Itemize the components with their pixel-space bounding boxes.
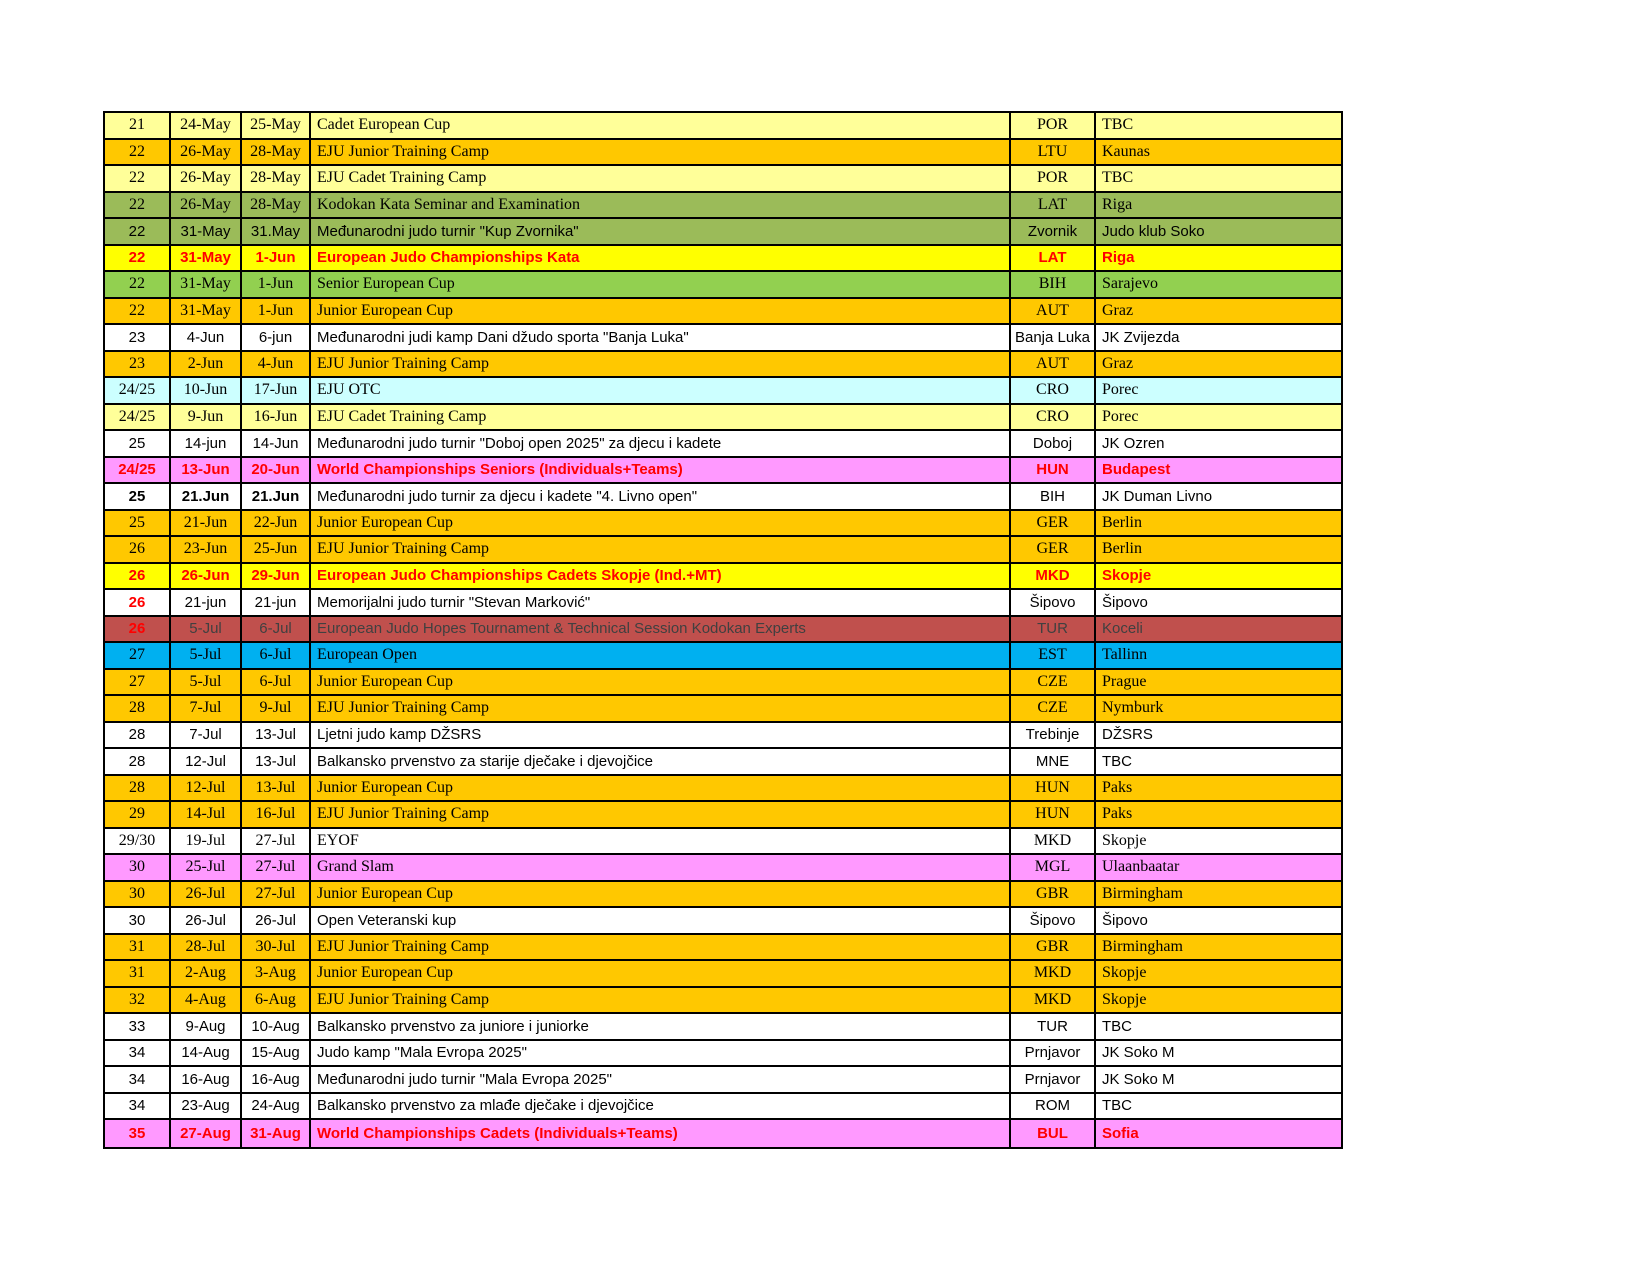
start-cell: 19-Jul: [171, 829, 242, 854]
table-row: [105, 352, 1341, 379]
country-cell: HUN: [1011, 776, 1096, 801]
country-cell: Banja Luka: [1011, 325, 1096, 350]
event-cell: Memorijalni judo turnir "Stevan Marković": [311, 590, 1011, 615]
end-cell: 28-May: [242, 140, 311, 165]
city-cell: Budapest: [1102, 461, 1171, 479]
city-cell: TBC: [1102, 752, 1132, 770]
start-cell: 12-Jul: [171, 776, 242, 801]
end-cell: 13-Jul: [242, 723, 311, 748]
city-cell: Birmingham: [1102, 937, 1183, 955]
end-cell: 1-Jun: [242, 246, 311, 271]
end-cell: 1-Jun: [242, 299, 311, 324]
country-cell: AUT: [1011, 352, 1096, 377]
start-cell: 21-jun: [171, 590, 242, 615]
country-cell: POR: [1011, 113, 1096, 138]
table-row: [105, 617, 1341, 644]
event-cell: Junior European Cup: [311, 961, 1011, 986]
country-cell: ROM: [1011, 1094, 1096, 1119]
city-cell: Skopje: [1102, 567, 1152, 585]
country-cell: Trebinje: [1011, 723, 1096, 748]
table-row: [105, 802, 1341, 829]
event-cell: Balkansko prvenstvo za mlađe dječake i djevojčice: [311, 1094, 1011, 1119]
city-cell: TBC: [1102, 1097, 1132, 1115]
event-cell: Senior European Cup: [311, 272, 1011, 297]
city-cell: Prague: [1102, 672, 1147, 690]
end-cell: 22-Jun: [242, 511, 311, 536]
start-cell: 14-Aug: [171, 1041, 242, 1066]
end-cell: 25-May: [242, 113, 311, 138]
city-cell: Kaunas: [1102, 142, 1150, 160]
event-cell: Međunarodni judo turnir "Mala Evropa 2025": [311, 1067, 1011, 1092]
table-row: [105, 484, 1341, 511]
country-cell: CZE: [1011, 696, 1096, 721]
event-cell: Kodokan Kata Seminar and Examination: [311, 193, 1011, 218]
start-cell: 26-May: [171, 193, 242, 218]
calendar-table: [103, 111, 1343, 1149]
end-cell: 28-May: [242, 193, 311, 218]
end-cell: 6-Jul: [242, 670, 311, 695]
table-row: [105, 855, 1341, 882]
end-cell: 24-Aug: [242, 1094, 311, 1119]
event-cell: Junior European Cup: [311, 511, 1011, 536]
start-cell: 4-Jun: [171, 325, 242, 350]
city-cell: Graz: [1102, 301, 1134, 319]
start-cell: 24-May: [171, 113, 242, 138]
table-row: [105, 723, 1341, 750]
week-cell: 27: [105, 643, 171, 668]
event-cell: EJU Junior Training Camp: [311, 935, 1011, 960]
city-cell: Skopje: [1102, 831, 1147, 849]
end-cell: 27-Jul: [242, 882, 311, 907]
city-cell: Porec: [1102, 407, 1139, 425]
week-cell: 22: [105, 140, 171, 165]
end-cell: 6-Aug: [242, 988, 311, 1013]
end-cell: 25-Jun: [242, 537, 311, 562]
country-cell: MKD: [1011, 961, 1096, 986]
event-cell: EJU Junior Training Camp: [311, 537, 1011, 562]
country-cell: CRO: [1011, 378, 1096, 403]
table-row: [105, 961, 1341, 988]
table-row: [105, 776, 1341, 803]
event-cell: World Championships Seniors (Individuals+Teams): [311, 458, 1011, 483]
country-cell: Šipovo: [1011, 590, 1096, 615]
end-cell: 29-Jun: [242, 564, 311, 589]
start-cell: 26-May: [171, 166, 242, 191]
week-cell: 29/30: [105, 829, 171, 854]
event-cell: Međunarodni judo turnir za djecu i kadete "4. Livno open": [311, 484, 1011, 509]
event-cell: European Judo Championships Cadets Skopje (Ind.+MT): [311, 564, 1011, 589]
week-cell: 34: [105, 1041, 171, 1066]
city-cell: Sarajevo: [1102, 275, 1158, 293]
country-cell: MNE: [1011, 749, 1096, 774]
start-cell: 9-Jun: [171, 405, 242, 430]
end-cell: 31-Aug: [242, 1120, 311, 1147]
table-row: [105, 1041, 1341, 1068]
country-cell: Zvornik: [1011, 219, 1096, 244]
end-cell: 16-Jun: [242, 405, 311, 430]
event-cell: European Open: [311, 643, 1011, 668]
week-cell: 30: [105, 882, 171, 907]
week-cell: 26: [105, 617, 171, 642]
week-cell: 23: [105, 325, 171, 350]
city-cell: Riga: [1102, 249, 1135, 267]
end-cell: 20-Jun: [242, 458, 311, 483]
week-cell: 28: [105, 723, 171, 748]
table-row: [105, 193, 1341, 220]
event-cell: EYOF: [311, 829, 1011, 854]
week-cell: 27: [105, 670, 171, 695]
country-cell: LAT: [1011, 193, 1096, 218]
table-row: [105, 378, 1341, 405]
end-cell: 16-Jul: [242, 802, 311, 827]
event-cell: EJU Cadet Training Camp: [311, 405, 1011, 430]
event-cell: Ljetni judo kamp DŽSRS: [311, 723, 1011, 748]
event-cell: EJU Junior Training Camp: [311, 802, 1011, 827]
event-cell: World Championships Cadets (Individuals+Teams): [311, 1120, 1011, 1147]
event-cell: Junior European Cup: [311, 670, 1011, 695]
week-cell: 24/25: [105, 405, 171, 430]
end-cell: 13-Jul: [242, 776, 311, 801]
week-cell: 22: [105, 272, 171, 297]
week-cell: 22: [105, 299, 171, 324]
end-cell: 27-Jul: [242, 829, 311, 854]
start-cell: 26-Jul: [171, 882, 242, 907]
table-row: [105, 1067, 1341, 1094]
city-cell: JK Soko M: [1102, 1044, 1175, 1062]
event-cell: EJU Cadet Training Camp: [311, 166, 1011, 191]
end-cell: 9-Jul: [242, 696, 311, 721]
table-row: [105, 1120, 1341, 1147]
start-cell: 21-Jun: [171, 511, 242, 536]
table-row: [105, 219, 1341, 246]
start-cell: 26-Jul: [171, 908, 242, 933]
table-row: [105, 882, 1341, 909]
end-cell: 21-jun: [242, 590, 311, 615]
start-cell: 10-Jun: [171, 378, 242, 403]
start-cell: 31-May: [171, 272, 242, 297]
country-cell: MGL: [1011, 855, 1096, 880]
event-cell: Balkansko prvenstvo za juniore i juniorke: [311, 1014, 1011, 1039]
country-cell: GBR: [1011, 935, 1096, 960]
country-cell: MKD: [1011, 988, 1096, 1013]
table-row: [105, 166, 1341, 193]
end-cell: 6-Jul: [242, 643, 311, 668]
city-cell: DŽSRS: [1102, 726, 1153, 744]
event-cell: Međunarodni judi kamp Dani džudo sporta "Banja Luka": [311, 325, 1011, 350]
week-cell: 22: [105, 219, 171, 244]
country-cell: Doboj: [1011, 431, 1096, 456]
start-cell: 23-Aug: [171, 1094, 242, 1119]
start-cell: 23-Jun: [171, 537, 242, 562]
city-cell: JK Zvijezda: [1102, 328, 1180, 346]
end-cell: 17-Jun: [242, 378, 311, 403]
end-cell: 15-Aug: [242, 1041, 311, 1066]
city-cell: Berlin: [1102, 513, 1142, 531]
city-cell: Skopje: [1102, 964, 1147, 982]
week-cell: 30: [105, 855, 171, 880]
end-cell: 26-Jul: [242, 908, 311, 933]
city-cell: Paks: [1102, 805, 1133, 823]
city-cell: Porec: [1102, 381, 1139, 399]
city-cell: Riga: [1102, 195, 1133, 213]
start-cell: 31-May: [171, 246, 242, 271]
week-cell: 25: [105, 511, 171, 536]
start-cell: 4-Aug: [171, 988, 242, 1013]
start-cell: 25-Jul: [171, 855, 242, 880]
table-row: [105, 696, 1341, 723]
start-cell: 14-jun: [171, 431, 242, 456]
week-cell: 31: [105, 961, 171, 986]
week-cell: 26: [105, 564, 171, 589]
country-cell: CZE: [1011, 670, 1096, 695]
table-row: [105, 670, 1341, 697]
table-row: [105, 299, 1341, 326]
event-cell: Junior European Cup: [311, 299, 1011, 324]
country-cell: CRO: [1011, 405, 1096, 430]
event-cell: Junior European Cup: [311, 776, 1011, 801]
table-row: [105, 140, 1341, 167]
city-cell: Šipovo: [1102, 593, 1148, 611]
country-cell: AUT: [1011, 299, 1096, 324]
start-cell: 5-Jul: [171, 670, 242, 695]
country-cell: HUN: [1011, 802, 1096, 827]
table-row: [105, 988, 1341, 1015]
city-cell: JK Ozren: [1102, 434, 1165, 452]
end-cell: 4-Jun: [242, 352, 311, 377]
week-cell: 28: [105, 776, 171, 801]
country-cell: Prnjavor: [1011, 1041, 1096, 1066]
country-cell: LTU: [1011, 140, 1096, 165]
start-cell: 2-Aug: [171, 961, 242, 986]
start-cell: 31-May: [171, 299, 242, 324]
country-cell: Šipovo: [1011, 908, 1096, 933]
end-cell: 14-Jun: [242, 431, 311, 456]
country-cell: MKD: [1011, 829, 1096, 854]
event-cell: Grand Slam: [311, 855, 1011, 880]
table-row: [105, 113, 1341, 140]
week-cell: 26: [105, 537, 171, 562]
week-cell: 25: [105, 431, 171, 456]
city-cell: Graz: [1102, 354, 1134, 372]
end-cell: 28-May: [242, 166, 311, 191]
end-cell: 31.May: [242, 219, 311, 244]
week-cell: 33: [105, 1014, 171, 1039]
country-cell: BIH: [1011, 484, 1096, 509]
week-cell: 34: [105, 1067, 171, 1092]
week-cell: 30: [105, 908, 171, 933]
country-cell: GBR: [1011, 882, 1096, 907]
start-cell: 31-May: [171, 219, 242, 244]
start-cell: 21.Jun: [171, 484, 242, 509]
week-cell: 29: [105, 802, 171, 827]
country-cell: BUL: [1011, 1120, 1096, 1147]
event-cell: Balkansko prvenstvo za starije dječake i djevojčice: [311, 749, 1011, 774]
table-row: [105, 1014, 1341, 1041]
week-cell: 25: [105, 484, 171, 509]
table-row: [105, 908, 1341, 935]
week-cell: 22: [105, 166, 171, 191]
city-cell: Sofia: [1102, 1124, 1139, 1142]
city-cell: Šipovo: [1102, 911, 1148, 929]
end-cell: 13-Jul: [242, 749, 311, 774]
city-cell: Nymburk: [1102, 699, 1164, 717]
city-cell: Koceli: [1102, 620, 1143, 638]
start-cell: 9-Aug: [171, 1014, 242, 1039]
table-row: [105, 749, 1341, 776]
city-cell: Paks: [1102, 778, 1133, 796]
city-cell: JK Soko M: [1102, 1070, 1175, 1088]
end-cell: 16-Aug: [242, 1067, 311, 1092]
country-cell: GER: [1011, 537, 1096, 562]
end-cell: 6-Jul: [242, 617, 311, 642]
week-cell: 26: [105, 590, 171, 615]
table-row: [105, 643, 1341, 670]
event-cell: EJU Junior Training Camp: [311, 140, 1011, 165]
start-cell: 14-Jul: [171, 802, 242, 827]
country-cell: TUR: [1011, 617, 1096, 642]
week-cell: 24/25: [105, 458, 171, 483]
table-row: [105, 405, 1341, 432]
table-row: [105, 431, 1341, 458]
city-cell: Berlin: [1102, 540, 1142, 558]
table-row: [105, 458, 1341, 485]
start-cell: 16-Aug: [171, 1067, 242, 1092]
end-cell: 10-Aug: [242, 1014, 311, 1039]
city-cell: Tallinn: [1102, 646, 1148, 664]
city-cell: Ulaanbaatar: [1102, 858, 1180, 876]
event-cell: Međunarodni judo turnir "Kup Zvornika": [311, 219, 1011, 244]
end-cell: 3-Aug: [242, 961, 311, 986]
start-cell: 5-Jul: [171, 617, 242, 642]
country-cell: TUR: [1011, 1014, 1096, 1039]
city-cell: Skopje: [1102, 990, 1147, 1008]
start-cell: 12-Jul: [171, 749, 242, 774]
event-cell: EJU Junior Training Camp: [311, 352, 1011, 377]
country-cell: BIH: [1011, 272, 1096, 297]
table-row: [105, 537, 1341, 564]
start-cell: 28-Jul: [171, 935, 242, 960]
country-cell: EST: [1011, 643, 1096, 668]
start-cell: 7-Jul: [171, 723, 242, 748]
week-cell: 35: [105, 1120, 171, 1147]
start-cell: 5-Jul: [171, 643, 242, 668]
city-cell: Judo klub Soko: [1102, 222, 1205, 240]
end-cell: 21.Jun: [242, 484, 311, 509]
event-cell: Open Veteranski kup: [311, 908, 1011, 933]
city-cell: TBC: [1102, 169, 1134, 187]
event-cell: EJU OTC: [311, 378, 1011, 403]
start-cell: 13-Jun: [171, 458, 242, 483]
end-cell: 6-jun: [242, 325, 311, 350]
event-cell: Međunarodni judo turnir "Doboj open 2025" za djecu i kadete: [311, 431, 1011, 456]
table-row: [105, 246, 1341, 273]
week-cell: 32: [105, 988, 171, 1013]
start-cell: 27-Aug: [171, 1120, 242, 1147]
week-cell: 24/25: [105, 378, 171, 403]
start-cell: 7-Jul: [171, 696, 242, 721]
event-cell: European Judo Hopes Tournament & Technical Session Kodokan Experts: [311, 617, 1011, 642]
table-row: [105, 935, 1341, 962]
event-cell: Junior European Cup: [311, 882, 1011, 907]
start-cell: 26-Jun: [171, 564, 242, 589]
table-row: [105, 272, 1341, 299]
start-cell: 26-May: [171, 140, 242, 165]
city-cell: JK Duman Livno: [1102, 487, 1213, 505]
city-cell: TBC: [1102, 1017, 1132, 1035]
table-row: [105, 590, 1341, 617]
country-cell: MKD: [1011, 564, 1096, 589]
week-cell: 34: [105, 1094, 171, 1119]
table-row: [105, 1094, 1341, 1121]
country-cell: HUN: [1011, 458, 1096, 483]
week-cell: 21: [105, 113, 171, 138]
week-cell: 22: [105, 193, 171, 218]
event-cell: Judo kamp "Mala Evropa 2025": [311, 1041, 1011, 1066]
event-cell: Cadet European Cup: [311, 113, 1011, 138]
end-cell: 30-Jul: [242, 935, 311, 960]
table-row: [105, 564, 1341, 591]
country-cell: GER: [1011, 511, 1096, 536]
event-cell: EJU Junior Training Camp: [311, 988, 1011, 1013]
week-cell: 28: [105, 749, 171, 774]
table-row: [105, 511, 1341, 538]
city-cell: TBC: [1102, 116, 1134, 134]
end-cell: 27-Jul: [242, 855, 311, 880]
event-cell: EJU Junior Training Camp: [311, 696, 1011, 721]
week-cell: 28: [105, 696, 171, 721]
country-cell: Prnjavor: [1011, 1067, 1096, 1092]
table-row: [105, 325, 1341, 352]
start-cell: 2-Jun: [171, 352, 242, 377]
week-cell: 31: [105, 935, 171, 960]
country-cell: LAT: [1011, 246, 1096, 271]
country-cell: POR: [1011, 166, 1096, 191]
event-cell: European Judo Championships Kata: [311, 246, 1011, 271]
end-cell: 1-Jun: [242, 272, 311, 297]
table-row: [105, 829, 1341, 856]
week-cell: 22: [105, 246, 171, 271]
week-cell: 23: [105, 352, 171, 377]
city-cell: Birmingham: [1102, 884, 1183, 902]
